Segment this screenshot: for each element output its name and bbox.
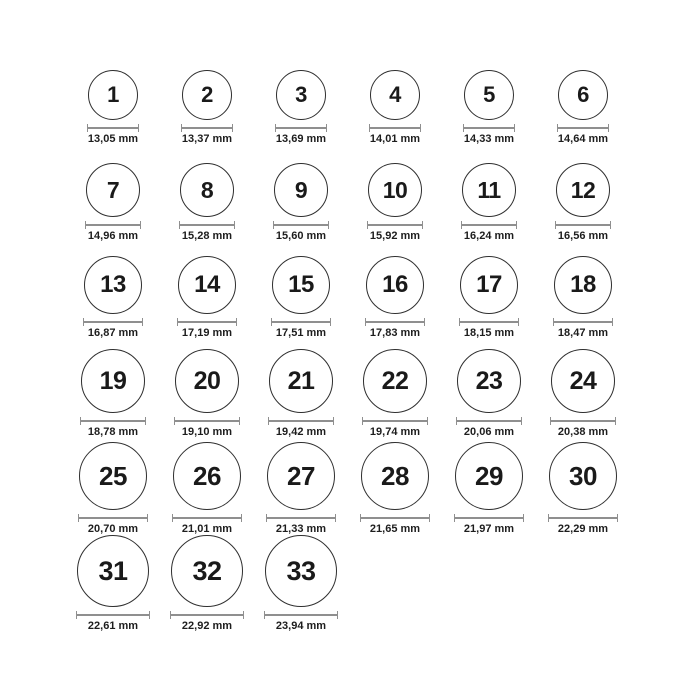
ring-circle	[175, 349, 239, 413]
ring-circle	[267, 442, 335, 510]
diameter-label: 20,70 mm	[87, 523, 139, 535]
ring-size-cell	[348, 349, 442, 438]
ring-circle	[558, 70, 608, 120]
ring-size-number: 28	[381, 461, 409, 491]
ring-size-number: 22	[381, 366, 409, 395]
ring-size-cell	[66, 442, 160, 535]
ring-size-number: 15	[288, 271, 314, 298]
ring-size-cell	[348, 442, 442, 535]
diameter-label: 15,92 mm	[369, 230, 421, 242]
diameter-label: 14,96 mm	[87, 230, 139, 242]
ring-size-number: 25	[99, 461, 127, 491]
ring-size-number: 3	[295, 82, 307, 107]
ring-size-cell	[536, 163, 630, 242]
ring-size-number: 11	[477, 176, 501, 203]
ring-circle	[88, 70, 138, 120]
diameter-label: 19,10 mm	[181, 426, 233, 438]
ring-circle	[84, 256, 142, 314]
ring-size-number: 26	[193, 461, 221, 491]
diameter-ruler-icon	[172, 514, 242, 522]
ring-size-number: 20	[193, 366, 221, 395]
size-row-6	[66, 535, 700, 632]
diameter-label: 13,05 mm	[87, 133, 139, 145]
ring-circle	[457, 349, 521, 413]
diameter-label: 17,51 mm	[275, 327, 327, 339]
diameter-label: 18,78 mm	[87, 426, 139, 438]
diameter-ruler-icon	[271, 318, 331, 326]
diameter-ruler-icon	[365, 318, 425, 326]
ring-size-cell	[254, 256, 348, 339]
ring-size-cell	[254, 349, 348, 438]
diameter-label: 18,15 mm	[463, 327, 515, 339]
diameter-label: 19,42 mm	[275, 426, 327, 438]
ring-size-cell	[66, 70, 160, 145]
ring-size-cell	[536, 442, 630, 535]
ring-size-cell	[442, 70, 536, 145]
ring-size-number: 10	[382, 176, 408, 203]
diameter-label: 14,33 mm	[463, 133, 515, 145]
ring-size-number: 27	[287, 461, 315, 491]
ring-size-number: 5	[483, 82, 495, 107]
ring-circle	[551, 349, 615, 413]
ring-circle	[556, 163, 610, 217]
ring-circle	[366, 256, 424, 314]
ring-size-number: 12	[570, 176, 596, 203]
diameter-label: 16,87 mm	[87, 327, 139, 339]
diameter-ruler-icon	[273, 221, 329, 229]
ring-size-number: 2	[201, 82, 213, 107]
ring-circle	[77, 535, 149, 607]
diameter-label: 17,19 mm	[181, 327, 233, 339]
diameter-ruler-icon	[83, 318, 143, 326]
ring-circle	[86, 163, 140, 217]
diameter-label: 16,56 mm	[557, 230, 609, 242]
ring-size-number: 33	[286, 555, 316, 586]
diameter-label: 14,64 mm	[557, 133, 609, 145]
ring-circle	[460, 256, 518, 314]
ring-size-number: 18	[570, 271, 596, 298]
diameter-label: 15,60 mm	[275, 230, 327, 242]
diameter-label: 19,74 mm	[369, 426, 421, 438]
diameter-ruler-icon	[548, 514, 618, 522]
size-row-2	[66, 163, 700, 256]
ring-size-number: 14	[194, 271, 220, 298]
ring-circle	[370, 70, 420, 120]
diameter-ruler-icon	[80, 417, 146, 425]
ring-size-number: 8	[200, 176, 214, 203]
ring-size-number: 4	[389, 82, 401, 107]
ring-size-cell	[160, 349, 254, 438]
diameter-ruler-icon	[177, 318, 237, 326]
diameter-ruler-icon	[555, 221, 611, 229]
diameter-ruler-icon	[78, 514, 148, 522]
diameter-label: 20,38 mm	[557, 426, 609, 438]
diameter-ruler-icon	[266, 514, 336, 522]
diameter-ruler-icon	[170, 611, 244, 619]
ring-size-cell	[442, 163, 536, 242]
size-row-4	[66, 349, 700, 442]
diameter-label: 21,65 mm	[369, 523, 421, 535]
diameter-ruler-icon	[179, 221, 235, 229]
ring-circle	[549, 442, 617, 510]
diameter-label: 13,69 mm	[275, 133, 327, 145]
ring-size-cell	[160, 535, 254, 632]
diameter-label: 17,83 mm	[369, 327, 421, 339]
ring-size-number: 30	[569, 461, 597, 491]
ring-size-cell	[254, 163, 348, 242]
ring-size-number: 1	[107, 82, 119, 107]
diameter-ruler-icon	[550, 417, 616, 425]
diameter-label: 23,94 mm	[275, 620, 327, 632]
diameter-ruler-icon	[360, 514, 430, 522]
ring-circle	[272, 256, 330, 314]
diameter-label: 22,61 mm	[87, 620, 139, 632]
diameter-ruler-icon	[367, 221, 423, 229]
diameter-label: 18,47 mm	[557, 327, 609, 339]
ring-circle	[363, 349, 427, 413]
ring-size-cell	[536, 256, 630, 339]
diameter-ruler-icon	[181, 124, 233, 132]
diameter-ruler-icon	[275, 124, 327, 132]
ring-size-cell	[442, 349, 536, 438]
ring-circle	[171, 535, 243, 607]
ring-size-number: 29	[475, 461, 503, 491]
diameter-label: 21,33 mm	[275, 523, 327, 535]
ring-circle	[464, 70, 514, 120]
diameter-label: 14,01 mm	[369, 133, 421, 145]
ring-size-number: 9	[294, 176, 308, 203]
diameter-ruler-icon	[459, 318, 519, 326]
ring-size-cell	[66, 256, 160, 339]
ring-circle	[361, 442, 429, 510]
ring-size-number: 23	[475, 366, 503, 395]
diameter-label: 22,29 mm	[557, 523, 609, 535]
diameter-ruler-icon	[268, 417, 334, 425]
diameter-label: 21,97 mm	[463, 523, 515, 535]
diameter-ruler-icon	[553, 318, 613, 326]
size-row-3	[66, 256, 700, 349]
ring-size-cell	[66, 349, 160, 438]
ring-size-number: 19	[99, 366, 127, 395]
ring-size-cell	[348, 256, 442, 339]
diameter-ruler-icon	[87, 124, 139, 132]
ring-circle	[265, 535, 337, 607]
diameter-label: 13,37 mm	[181, 133, 233, 145]
ring-size-cell	[348, 70, 442, 145]
diameter-ruler-icon	[454, 514, 524, 522]
diameter-label: 22,92 mm	[181, 620, 233, 632]
ring-size-cell	[254, 70, 348, 145]
ring-circle	[274, 163, 328, 217]
ring-circle	[173, 442, 241, 510]
diameter-ruler-icon	[369, 124, 421, 132]
ring-circle	[81, 349, 145, 413]
diameter-label: 21,01 mm	[181, 523, 233, 535]
ring-circle	[180, 163, 234, 217]
ring-size-cell	[66, 535, 160, 632]
ring-size-cell	[254, 535, 348, 632]
diameter-ruler-icon	[76, 611, 150, 619]
ring-size-cell	[536, 70, 630, 145]
ring-size-number: 6	[577, 82, 589, 107]
diameter-ruler-icon	[456, 417, 522, 425]
ring-size-cell	[536, 349, 630, 438]
ring-size-cell	[160, 70, 254, 145]
ring-size-number: 31	[98, 555, 128, 586]
ring-size-number: 13	[100, 271, 126, 298]
ring-circle	[455, 442, 523, 510]
diameter-label: 16,24 mm	[463, 230, 515, 242]
ring-circle	[368, 163, 422, 217]
diameter-ruler-icon	[557, 124, 609, 132]
diameter-ruler-icon	[264, 611, 338, 619]
ring-size-cell	[160, 256, 254, 339]
ring-size-cell	[66, 163, 160, 242]
ring-size-number: 17	[476, 271, 502, 298]
ring-circle	[79, 442, 147, 510]
diameter-ruler-icon	[174, 417, 240, 425]
diameter-ruler-icon	[362, 417, 428, 425]
ring-circle	[182, 70, 232, 120]
ring-circle	[554, 256, 612, 314]
ring-size-cell	[442, 442, 536, 535]
ring-circle	[178, 256, 236, 314]
diameter-label: 15,28 mm	[181, 230, 233, 242]
ring-size-cell	[160, 163, 254, 242]
diameter-ruler-icon	[463, 124, 515, 132]
ring-size-number: 21	[287, 366, 315, 395]
ring-size-cell	[254, 442, 348, 535]
diameter-ruler-icon	[461, 221, 517, 229]
ring-size-cell	[442, 256, 536, 339]
diameter-ruler-icon	[85, 221, 141, 229]
ring-size-cell	[160, 442, 254, 535]
size-row-1	[66, 70, 700, 163]
ring-circle	[276, 70, 326, 120]
ring-circle	[462, 163, 516, 217]
ring-size-number: 32	[192, 555, 222, 586]
ring-size-cell	[348, 163, 442, 242]
diameter-label: 20,06 mm	[463, 426, 515, 438]
ring-size-number: 24	[569, 366, 597, 395]
ring-circle	[269, 349, 333, 413]
size-row-5	[66, 442, 700, 535]
ring-size-number: 7	[106, 176, 120, 203]
ring-size-number: 16	[382, 271, 408, 298]
